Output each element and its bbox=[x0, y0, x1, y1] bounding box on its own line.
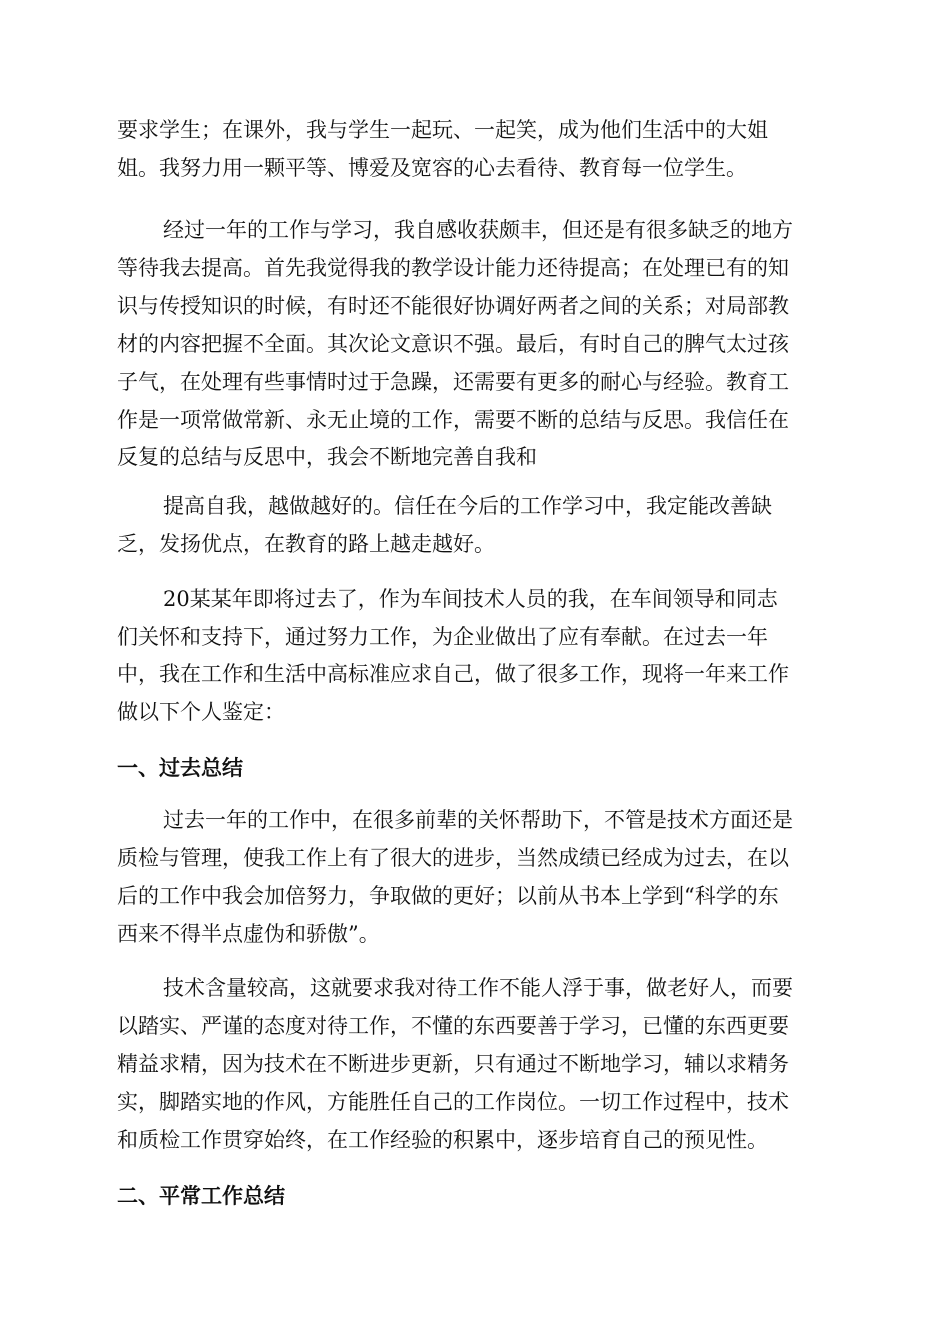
paragraph-line: 以踏实、严谨的态度对待工作，不懂的东西要善于学习，已懂的东西更要 bbox=[117, 1014, 789, 1038]
paragraph-line: 们关怀和支持下，通过努力工作，为企业做出了应有奉献。在过去一年 bbox=[117, 625, 768, 649]
paragraph-line: 过去一年的工作中，在很多前辈的关怀帮助下，不管是技术方面还是 bbox=[163, 808, 793, 832]
paragraph-line: 经过一年的工作与学习，我自感收获颇丰，但还是有很多缺乏的地方 bbox=[163, 218, 793, 242]
paragraph-line: 子气，在处理有些事情时过于急躁，还需要有更多的耐心与经验。教育工 bbox=[117, 370, 789, 394]
paragraph-line: 提高自我，越做越好的。信任在今后的工作学习中，我定能改善缺 bbox=[163, 494, 772, 518]
paragraph-line: 中，我在工作和生活中高标准应求自己，做了很多工作，现将一年来工作 bbox=[117, 662, 789, 686]
paragraph-line: 质检与管理，使我工作上有了很大的进步，当然成绩已经成为过去，在以 bbox=[117, 846, 789, 870]
paragraph-line: 20某某年即将过去了，作为车间技术人员的我，在车间领导和同志 bbox=[163, 587, 778, 611]
paragraph-line: 识与传授知识的时候，有时还不能很好协调好两者之间的关系；对局部教 bbox=[117, 294, 789, 318]
paragraph-line: 要求学生；在课外，我与学生一起玩、一起笑，成为他们生活中的大姐 bbox=[117, 118, 768, 142]
paragraph-line: 反复的总结与反思中，我会不断地完善自我和 bbox=[117, 445, 537, 469]
section-heading: 二、平常工作总结 bbox=[117, 1184, 285, 1208]
paragraph-line: 精益求精，因为技术在不断进步更新，只有通过不断地学习，辅以求精务 bbox=[117, 1052, 789, 1076]
paragraph-line: 姐。我努力用一颗平等、博爱及宽容的心去看待、教育每一位学生。 bbox=[117, 156, 747, 180]
paragraph-line: 乏，发扬优点，在教育的路上越走越好。 bbox=[117, 532, 495, 556]
paragraph-line: 实，脚踏实地的作风，方能胜任自己的工作岗位。一切工作过程中，技术 bbox=[117, 1090, 789, 1114]
paragraph-line: 材的内容把握不全面。其次论文意识不强。最后，有时自己的脾气太过孩 bbox=[117, 332, 789, 356]
paragraph-line: 做以下个人鉴定： bbox=[117, 700, 285, 724]
paragraph-line: 和质检工作贯穿始终，在工作经验的积累中，逐步培育自己的预见性。 bbox=[117, 1128, 768, 1152]
paragraph-line: 技术含量较高，这就要求我对待工作不能人浮于事，做老好人，而要 bbox=[163, 976, 793, 1000]
paragraph-line: 等待我去提高。首先我觉得我的教学设计能力还待提高；在处理已有的知 bbox=[117, 256, 789, 280]
section-heading: 一、过去总结 bbox=[117, 756, 243, 780]
paragraph-line: 西来不得半点虚伪和骄傲”。 bbox=[117, 922, 380, 946]
paragraph-line: 后的工作中我会加倍努力，争取做的更好；以前从书本上学到“科学的东 bbox=[117, 884, 779, 908]
paragraph-line: 作是一项常做常新、永无止境的工作，需要不断的总结与反思。我信任在 bbox=[117, 408, 789, 432]
